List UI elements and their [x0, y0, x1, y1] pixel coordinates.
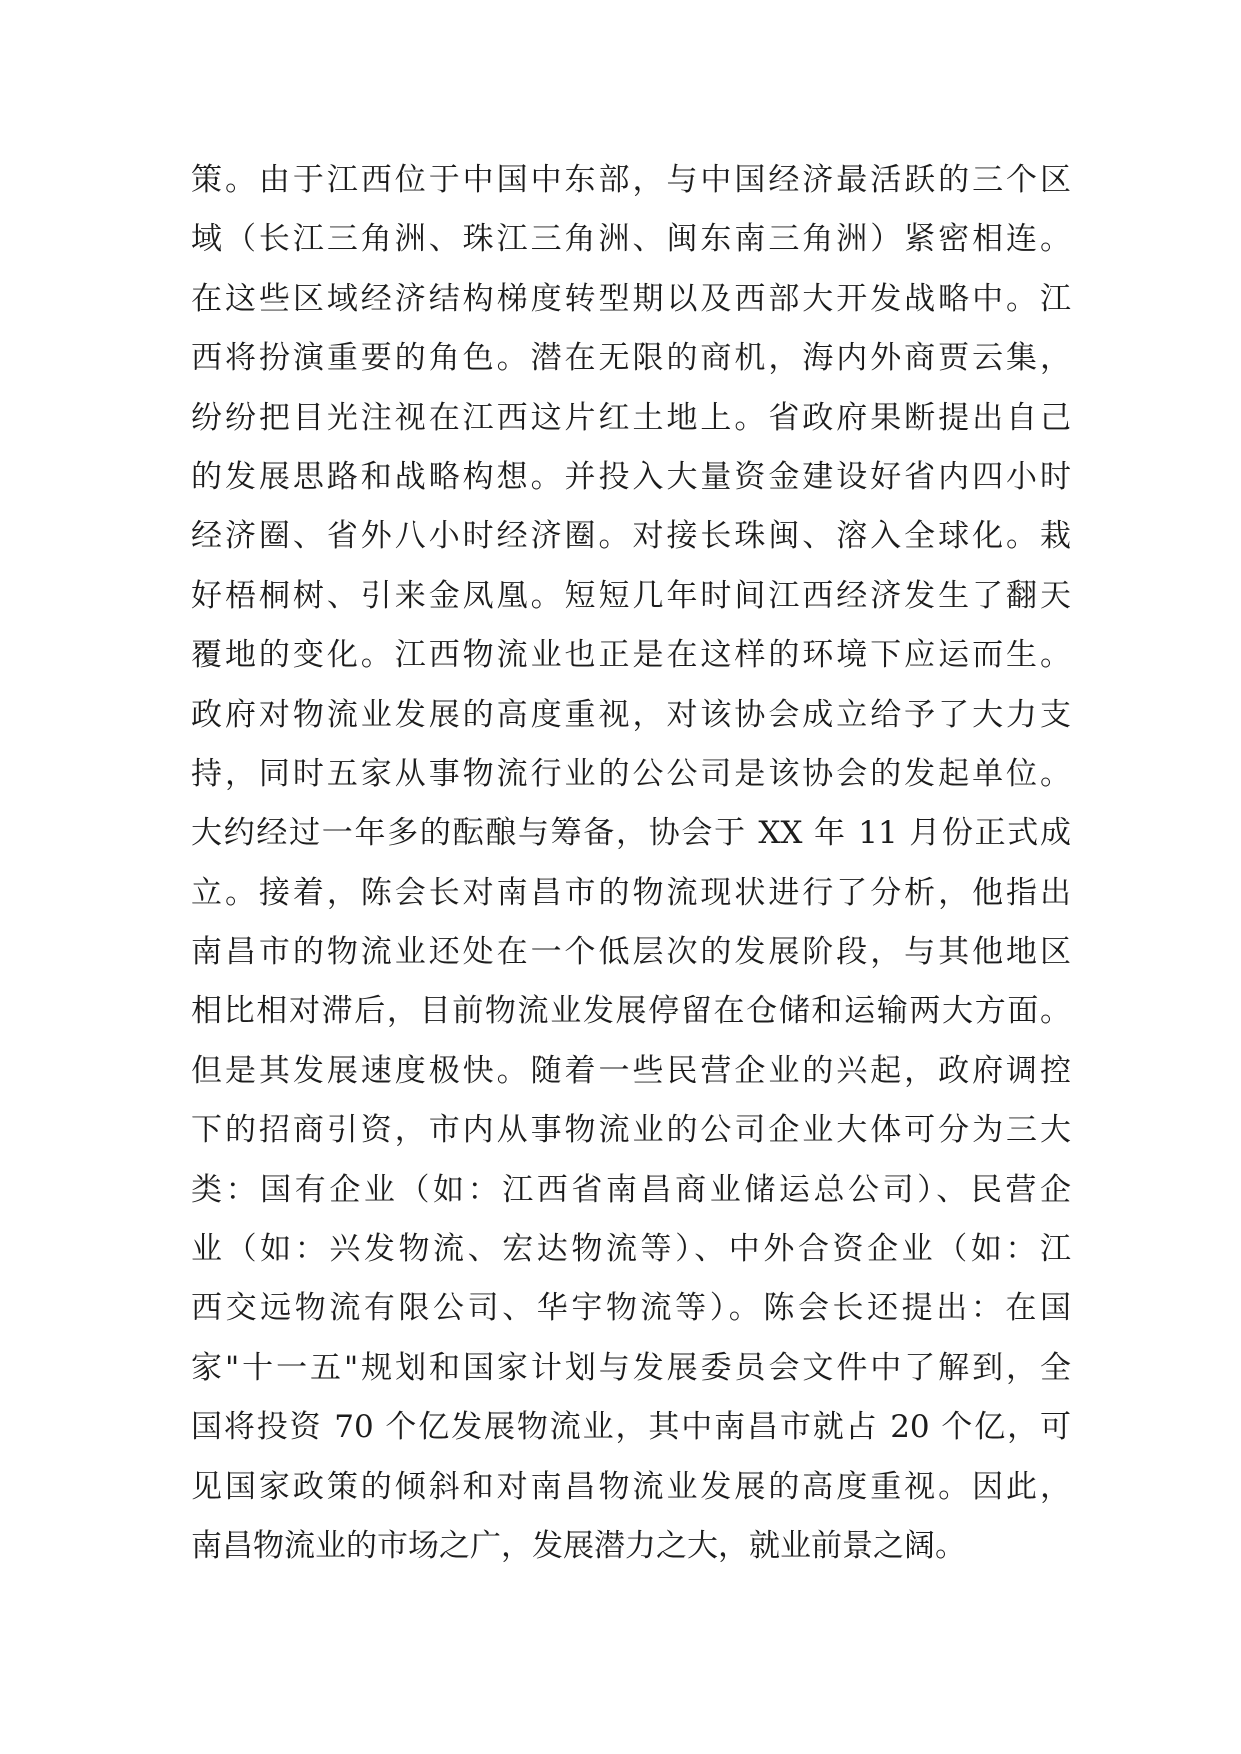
text-line: 西将扮演重要的角色。潜在无限的商机，海内外商贾云集， [191, 340, 1071, 377]
text-line: 持，同时五家从事物流行业的公公司是该协会的发起单位。 [191, 755, 1071, 792]
text-line: 类：国有企业（如：江西省南昌商业储运总公司）、民营企 [191, 1171, 1071, 1208]
text-line: 域（长江三角洲、珠江三角洲、闽东南三角洲）紧密相连。 [191, 221, 1071, 258]
body-paragraph [191, 151, 1071, 1576]
text-line: 南昌市的物流业还处在一个低层次的发展阶段，与其他地区 [191, 934, 1071, 971]
text-line: 政府对物流业发展的高度重视，对该协会成立给予了大力支 [191, 696, 1071, 733]
text-line: 大约经过一年多的酝酿与筹备，协会于 XX 年 11 月份正式成 [191, 815, 1071, 852]
text-line: 业（如：兴发物流、宏达物流等）、中外合资企业（如：江 [191, 1231, 1071, 1268]
text-line: 下的招商引资，市内从事物流业的公司企业大体可分为三大 [191, 1112, 1071, 1149]
text-line: 纷纷把目光注视在江西这片红土地上。省政府果断提出自己 [191, 399, 1071, 436]
text-line: 在这些区域经济结构梯度转型期以及西部大开发战略中。江 [191, 280, 1071, 317]
text-line: 策。由于江西位于中国中东部，与中国经济最活跃的三个区 [191, 162, 1071, 198]
text-line: 相比相对滞后，目前物流业发展停留在仓储和运输两大方面。 [191, 993, 1071, 1030]
text-line: 家"十一五"规划和国家计划与发展委员会文件中了解到，全 [191, 1349, 1071, 1386]
text-line: 见国家政策的倾斜和对南昌物流业发展的高度重视。因此， [191, 1468, 1071, 1505]
text-line: 南昌物流业的市场之广，发展潜力之大，就业前景之阔。 [191, 1527, 966, 1564]
text-line: 国将投资 70 个亿发展物流业，其中南昌市就占 20 个亿，可 [191, 1409, 1071, 1446]
text-line: 经济圈、省外八小时经济圈。对接长珠闽、溶入全球化。栽 [191, 518, 1071, 555]
text-line: 覆地的变化。江西物流业也正是在这样的环境下应运而生。 [191, 637, 1071, 674]
text-line: 西交远物流有限公司、华宇物流等）。陈会长还提出：在国 [191, 1290, 1071, 1327]
text-line: 立。接着，陈会长对南昌市的物流现状进行了分析，他指出 [191, 874, 1071, 911]
text-line: 但是其发展速度极快。随着一些民营企业的兴起，政府调控 [191, 1052, 1071, 1089]
text-line: 的发展思路和战略构想。并投入大量资金建设好省内四小时 [191, 458, 1071, 495]
text-line: 好梧桐树、引来金凤凰。短短几年时间江西经济发生了翻天 [191, 577, 1071, 614]
